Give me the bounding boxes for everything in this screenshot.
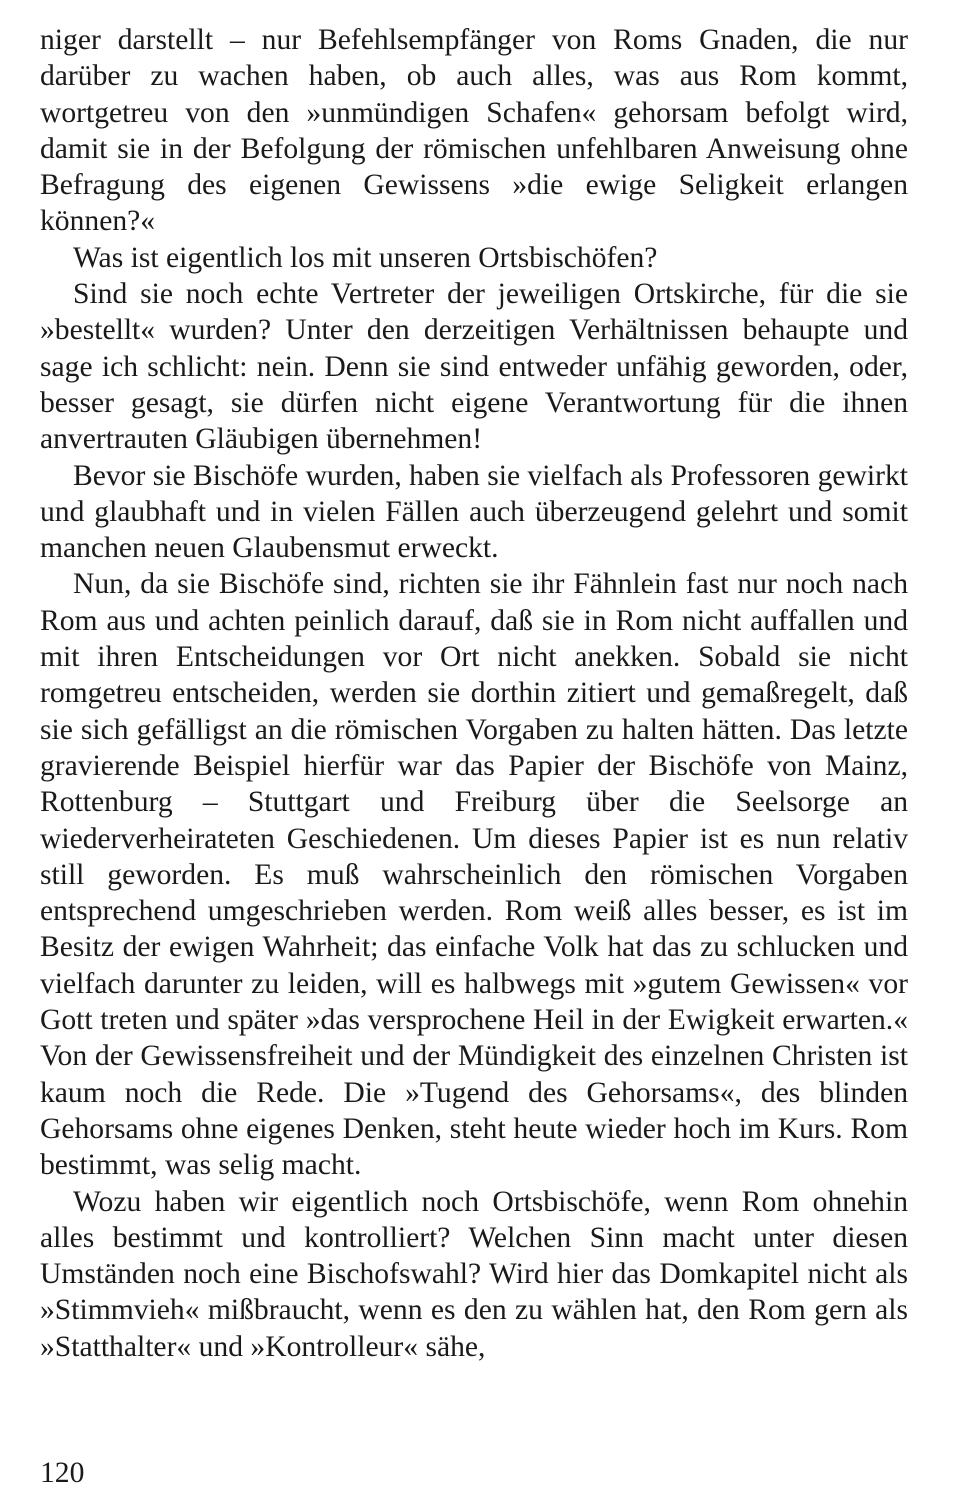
paragraph-1: niger darstellt – nur Befehlsempfänger von Roms Gnaden, die nur darüber zu wachen haben, ob auch alles, was aus Rom kommt, wortgetreu von den »unmündigen Schafen« gehorsam befolgt wird, damit sie in der Befolgung der römischen unfehlbaren Anweisung ohne Befragung des eigenen Gewissens »die ewige Seligkeit erlangen können?« [40,24,908,238]
paragraph-6: Wozu haben wir eigentlich noch Ortsbischöfe, wenn Rom ohnehin alles bestimmt und kontrolliert? Welchen Sinn macht unter diesen Umständen noch eine Bischofswahl? Wird hier das Domkapitel nicht als »Stimmvieh« mißbraucht, wenn es den zu wählen hat, den Rom gern als »Statthalter« und »Kontrolleur« sähe, [40,1185,908,1363]
paragraph-4: Bevor sie Bischöfe wurden, haben sie vielfach als Professoren gewirkt und glaubhaft und in vielen Fällen auch überzeugend gelehrt und somit manchen neuen Glaubensmut erweckt. [40,459,908,565]
page-body [40,22,908,1365]
paragraph-5: Nun, da sie Bischöfe sind, richten sie ihr Fähnlein fast nur noch nach Rom aus und achten peinlich darauf, daß sie in Rom nicht auffallen und mit ihren Entscheidungen vor Ort nicht anekken. Sobald sie nicht romgetreu entscheiden, werden sie dorthin zitiert und gemaßregelt, daß sie sich gefälligst an die römischen Vorgaben zu halten hätten. Das letzte gravierende Beispiel hierfür war das Papier der Bischöfe von Mainz, Rottenburg – Stuttgart und Freiburg über die Seelsorge an wiederverheirateten Geschiedenen. Um dieses Papier ist es nun relativ still geworden. Es muß wahrscheinlich den römischen Vorgaben entsprechend umgeschrieben werden. Rom weiß alles besser, es ist im Besitz der ewigen Wahrheit; das einfache Volk hat das zu schlucken und vielfach darunter zu leiden, will es halbwegs mit »gutem Gewissen« vor Gott treten und später »das versprochene Heil in der Ewigkeit erwarten.« Von der Gewissensfreiheit und der Mündigkeit des einzelnen Christen ist kaum noch die Rede. Die »Tugend des Gehorsams«, des blinden Gehorsams ohne eigenes Denken, steht heute wieder hoch im Kurs. Rom bestimmt, was selig macht. [40,568,908,1182]
paragraph-3: Sind sie noch echte Vertreter der jeweiligen Ortskirche, für die sie »bestellt« wurden? Unter den derzeitigen Verhältnissen behaupte und sage ich schlicht: nein. Denn sie sind entweder unfähig geworden, oder, besser gesagt, sie dürfen nicht eigene Verantwortung für die ihnen anvertrauten Gläubigen übernehmen! [40,278,908,456]
page-number: 120 [40,1457,85,1489]
paragraph-2: Was ist eigentlich los mit unseren Ortsbischöfen? [73,241,658,274]
